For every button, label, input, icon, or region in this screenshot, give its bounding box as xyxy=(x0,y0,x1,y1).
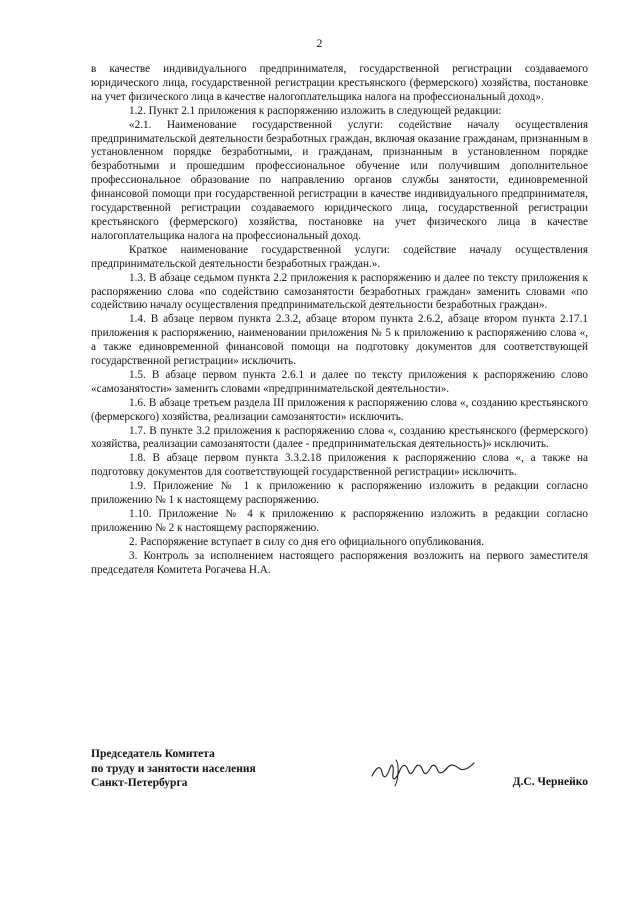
paragraph-1-9: 1.9. Приложение № 1 к приложению к распоряжению изложить в редакции согласно приложению № 1 к настоящему распоряжению. xyxy=(91,480,588,507)
signer-title-line: по труду и занятости населения xyxy=(91,762,256,775)
handwritten-signature xyxy=(368,754,478,788)
paragraph-1-5: 1.5. В абзаце первом пункта 2.6.1 и далее по тексту приложения к распоряжению слово «самозанятости» заменить словами «предпринимательской деятельности». xyxy=(91,368,588,395)
signer-title-line: Председатель Комитета xyxy=(91,748,215,760)
paragraph-1-6: 1.6. В абзаце третьем раздела III приложения к распоряжению слова «, созданию крестьянского (фермерского) хозяйства, реализации самозанятости» исключить. xyxy=(91,396,588,423)
paragraph-1-7: 1.7. В пункте 3.2 приложения к распоряжению слова «, созданию крестьянского (фермерского) хозяйства, реализации самозанятости (далее - предпринимательская деятельность)» исключить. xyxy=(91,424,588,451)
document-body xyxy=(91,63,588,578)
paragraph-1-2: 1.2. Пункт 2.1 приложения к распоряжению изложить в следующей редакции: xyxy=(129,104,502,117)
paragraph-1-8: 1.8. В абзаце первом пункта 3.3.2.18 приложения к распоряжению слова «, а также на подготовку документов для соответствующей государственной регистрации» исключить. xyxy=(91,452,588,479)
paragraph-2: 2. Распоряжение вступает в силу со дня его официального опубликования. xyxy=(129,535,485,548)
signer-name: Д.С. Чернейко xyxy=(512,776,588,788)
paragraph-1-10: 1.10. Приложение № 4 к приложению к распоряжению изложить в редакции согласно приложению № 2 к настоящему распоряжению. xyxy=(91,508,588,534)
paragraph-1-3: 1.3. В абзаце седьмом пункта 2.2 приложения к распоряжению и далее по тексту приложения к распоряжению слова «по содействию самозанятости безработных граждан» заменить словами «по содействию началу осуществления предпринимательской деятельности безработных граждан». xyxy=(91,271,588,312)
paragraph-short-name: Краткое наименование государственной услуги: содействие началу осуществления предпринимательской деятельности безработных граждан.». xyxy=(91,243,588,270)
signature-block xyxy=(91,747,588,807)
page-number: 2 xyxy=(316,38,323,50)
paragraph-1-4: 1.4. В абзаце первом пункта 2.3.2, абзаце втором пункта 2.6.2, абзаце втором пункта 2.17.1 приложения к распоряжению, наименовании приложения № 5 к приложению к распоряжению слова «, а также единовременной финансовой помощи на подготовку документов для соответствующей государственной регистрации» исключить. xyxy=(91,313,588,368)
signer-title-line: Санкт-Петербурга xyxy=(91,777,188,789)
paragraph-continuation: в качестве индивидуального предпринимателя, государственной регистрации создаваемого юридического лица, государственной регистрации крестьянского (фермерского) хозяйства, постановке на учет физического лица в качестве налогоплательщика налога на профессиональный доход». xyxy=(91,63,588,103)
paragraph-2-1-quote: «2.1. Наименование государственной услуги: содействие началу осуществления предпринимательской деятельности безработных граждан, включая оказание гражданам, признанным в установленном порядке безработными, и гражданам, признанным в установленном порядке безработными и прошедшим профессиональное обучение или получившим дополнительное профессиональное образование по направлению органов службы занятости, единовременной финансовой помощи при государственной регистрации в качестве индивидуального предпринимателя, государственной регистрации создаваемого юридического лица, государственной регистрации крестьянского (фермерского) хозяйства, постановке на учет физического лица в качестве налогоплательщика налога на профессиональный доход. xyxy=(91,118,588,242)
paragraph-3: 3. Контроль за исполнением настоящего распоряжения возложить на первого заместителя председателя Комитета Рогачева Н.А. xyxy=(91,549,588,576)
signer-title xyxy=(91,747,256,791)
